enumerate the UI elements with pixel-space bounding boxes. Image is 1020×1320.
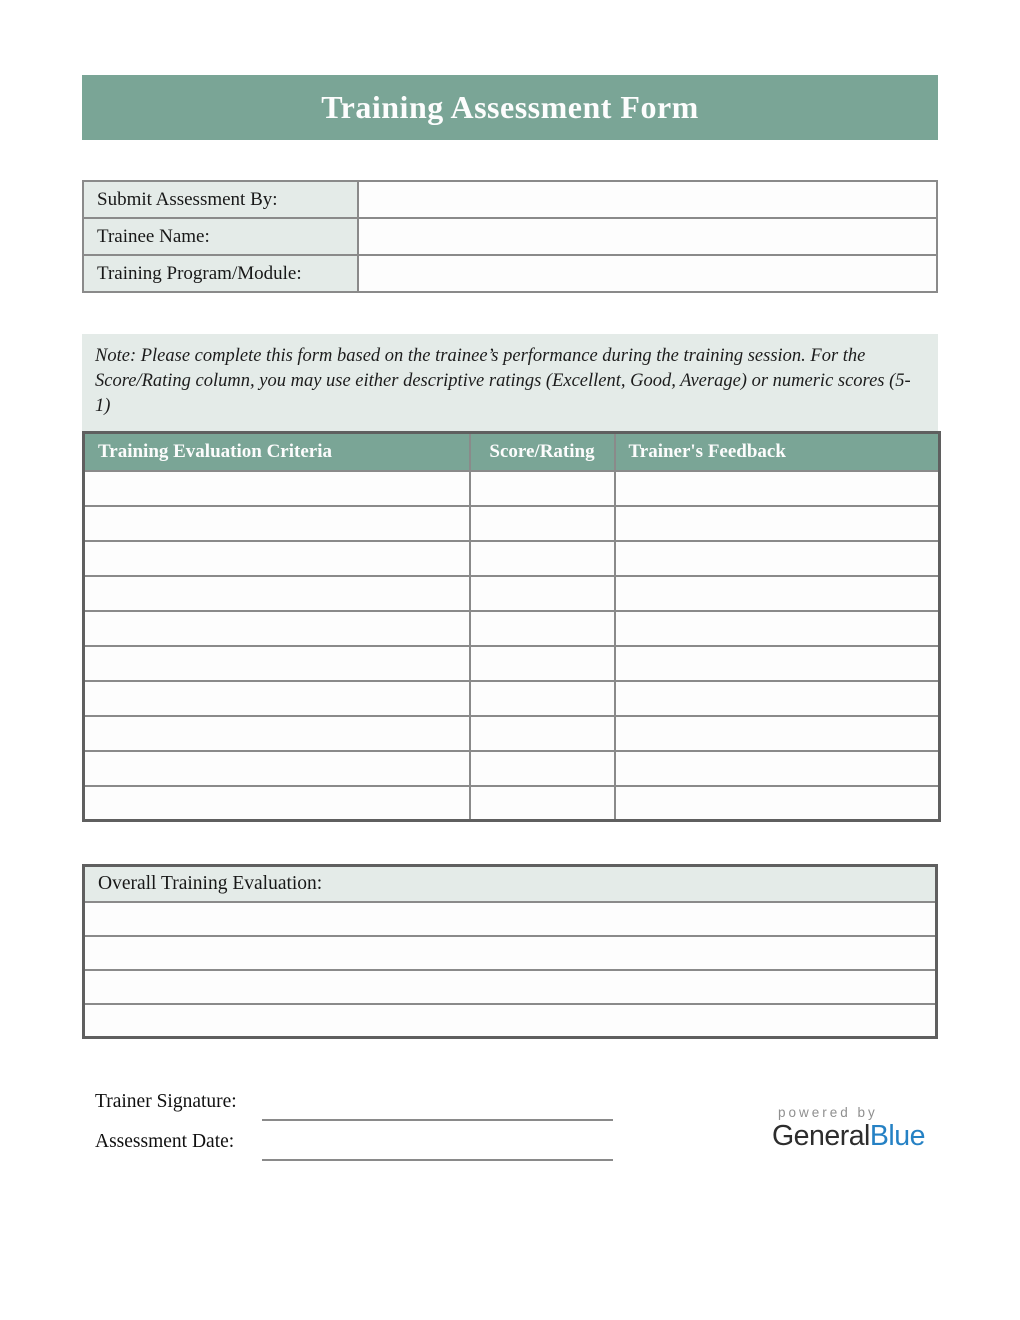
empty-cell[interactable] — [84, 970, 937, 1004]
empty-row — [84, 506, 940, 541]
empty-cell[interactable] — [615, 471, 940, 506]
assessment-date-line[interactable] — [262, 1159, 613, 1161]
empty-row — [84, 716, 940, 751]
empty-row — [84, 611, 940, 646]
empty-cell[interactable] — [615, 646, 940, 681]
empty-cell[interactable] — [470, 541, 615, 576]
evaluation-table-body — [84, 471, 940, 821]
info-row — [83, 218, 937, 255]
empty-row — [84, 1004, 937, 1038]
empty-cell[interactable] — [84, 611, 470, 646]
empty-cell[interactable] — [615, 716, 940, 751]
powered-by-text: powered by — [778, 1105, 878, 1120]
assessment-date-label: Assessment Date: — [95, 1131, 235, 1152]
empty-cell[interactable] — [84, 646, 470, 681]
submit-assessment-by-field[interactable] — [358, 181, 937, 218]
empty-cell[interactable] — [84, 716, 470, 751]
evaluation-table — [82, 431, 941, 822]
empty-cell[interactable] — [470, 716, 615, 751]
info-table — [82, 180, 938, 293]
empty-row — [84, 751, 940, 786]
footer — [82, 1091, 938, 1171]
empty-cell[interactable] — [470, 506, 615, 541]
empty-row — [84, 902, 937, 936]
empty-row — [84, 646, 940, 681]
empty-row — [84, 541, 940, 576]
training-program-label: Training Program/Module: — [83, 255, 358, 292]
page-title: Training Assessment Form — [321, 89, 699, 125]
empty-cell[interactable] — [470, 786, 615, 821]
empty-cell[interactable] — [84, 506, 470, 541]
empty-cell[interactable] — [470, 681, 615, 716]
trainer-signature-label: Trainer Signature: — [95, 1091, 237, 1112]
empty-cell[interactable] — [470, 576, 615, 611]
submit-assessment-by-label: Submit Assessment By: — [83, 181, 358, 218]
info-row — [83, 255, 937, 292]
trainee-name-label: Trainee Name: — [83, 218, 358, 255]
form-content — [82, 0, 938, 1171]
note-text: Note: Please complete this form based on the trainee’s performance during the training session. For the Score/Rating column, you may use either descriptive ratings (Excellent, Good, Average) or numeric scores (5-1) — [82, 334, 938, 431]
trainer-signature-line[interactable] — [262, 1119, 613, 1121]
empty-cell[interactable] — [84, 471, 470, 506]
empty-cell[interactable] — [470, 611, 615, 646]
empty-row — [84, 786, 940, 821]
assessment-date-row — [95, 1131, 615, 1161]
overall-evaluation-label: Overall Training Evaluation: — [84, 866, 937, 902]
empty-cell[interactable] — [84, 786, 470, 821]
empty-cell[interactable] — [615, 786, 940, 821]
empty-cell[interactable] — [615, 506, 940, 541]
column-header-score-rating: Score/Rating — [470, 433, 615, 471]
form-title-banner — [82, 75, 938, 140]
training-program-field[interactable] — [358, 255, 937, 292]
column-header-criteria: Training Evaluation Criteria — [84, 433, 470, 471]
empty-cell[interactable] — [615, 576, 940, 611]
empty-cell[interactable] — [84, 541, 470, 576]
info-row — [83, 181, 937, 218]
empty-cell[interactable] — [470, 471, 615, 506]
empty-cell[interactable] — [84, 576, 470, 611]
evaluation-table-header-row — [84, 433, 940, 471]
brand-general-text: General — [772, 1120, 870, 1152]
brand-blue-text: Blue — [869, 1120, 925, 1152]
empty-row — [84, 936, 937, 970]
empty-cell[interactable] — [470, 751, 615, 786]
empty-row — [84, 471, 940, 506]
trainee-name-field[interactable] — [358, 218, 937, 255]
empty-cell[interactable] — [615, 541, 940, 576]
empty-cell[interactable] — [470, 646, 615, 681]
signature-block — [82, 1091, 615, 1171]
overall-evaluation-body — [84, 902, 937, 1038]
brand-wordmark — [772, 1120, 938, 1152]
empty-cell[interactable] — [84, 681, 470, 716]
column-header-trainer-feedback: Trainer's Feedback — [615, 433, 940, 471]
overall-evaluation-header-row — [84, 866, 937, 902]
empty-cell[interactable] — [615, 611, 940, 646]
empty-row — [84, 681, 940, 716]
empty-cell[interactable] — [84, 751, 470, 786]
empty-cell[interactable] — [615, 681, 940, 716]
empty-row — [84, 970, 937, 1004]
trainer-signature-row — [95, 1091, 615, 1121]
empty-cell[interactable] — [84, 1004, 937, 1038]
generalblue-logo — [772, 1105, 938, 1152]
empty-cell[interactable] — [84, 902, 937, 936]
empty-cell[interactable] — [84, 936, 937, 970]
overall-evaluation-table — [82, 864, 938, 1039]
empty-row — [84, 576, 940, 611]
empty-cell[interactable] — [615, 751, 940, 786]
